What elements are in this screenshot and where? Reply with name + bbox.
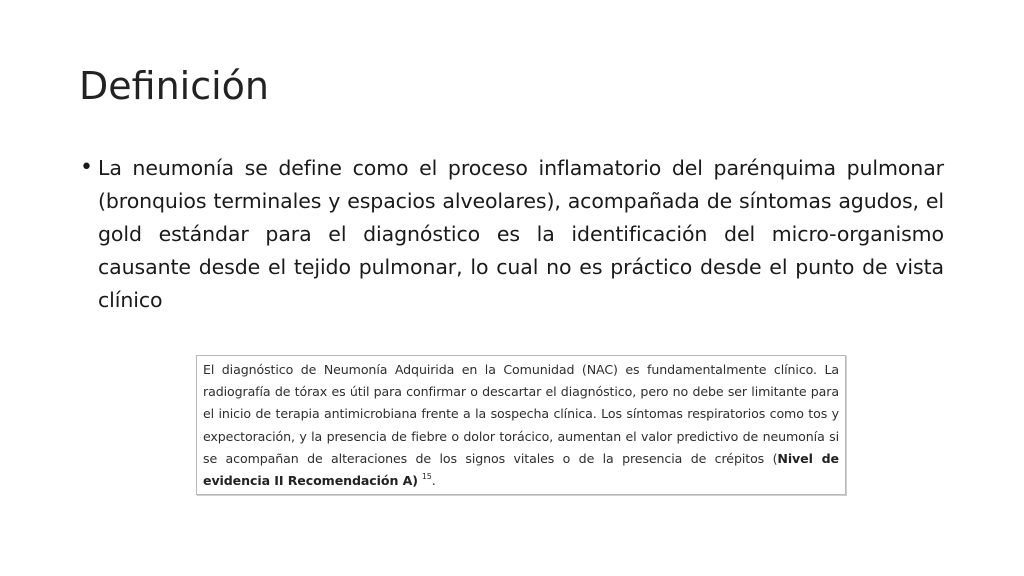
bullet-text: La neumonía se define como el proceso inflamatorio del parénquima pulmonar (bronquios terminales y espacios alveolares), acompañada de síntomas agudos, el gold estándar para el diagnóstico es la identificación del micro-organismo causante desde el tejido pulmonar, lo cual no es práctico desde el punto de vista clínico: [98, 156, 944, 312]
evidence-level: Nivel de evidencia II Recomendación A): [203, 450, 839, 489]
quote-paragraph: [203, 359, 839, 492]
quote-body: El diagnóstico de Neumonía Adquirida en la Comunidad (NAC) es fundamentalmente clínico. La radiografía de tórax es útil para confirmar o descartar el diagnóstico, pero no debe ser limitante para el inicio de terapia antimicrobiana frente a la sospecha clínica. Los síntomas respiratorios como tos y expectoración, y la presencia de fiebre o dolor torácico, aumentan el valor predictivo de neumonía si se acompañan de alteraciones de los signos vitales o de la presencia de crépitos (: [203, 362, 839, 466]
bullet-marker: •: [80, 155, 93, 180]
quote-end: .: [431, 473, 436, 489]
reference-number: 15: [421, 472, 432, 482]
slide-title: Definición: [79, 64, 269, 108]
quoted-excerpt-image: [196, 355, 846, 495]
bullet-list: [80, 152, 944, 317]
